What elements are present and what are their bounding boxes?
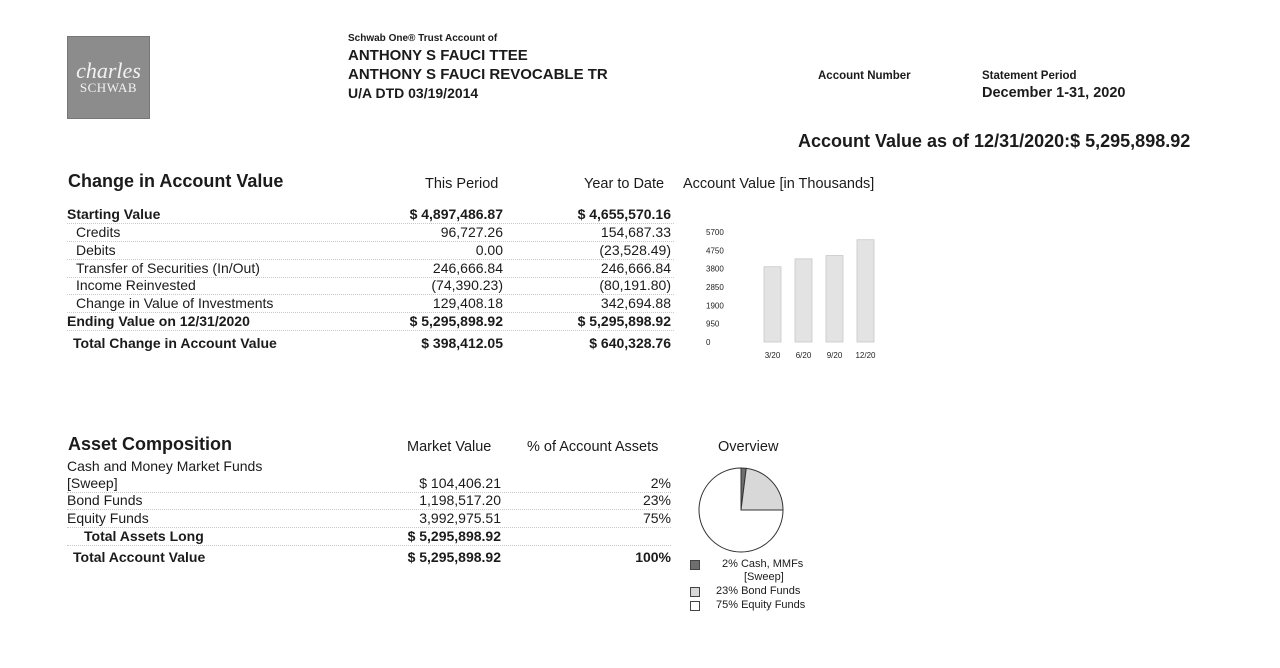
row-income-reinvested	[67, 277, 674, 295]
legend-cash-line1: 2% Cash, MMFs	[722, 558, 804, 570]
row-ytd: (80,191.80)	[599, 277, 671, 293]
row-label: Total Change in Account Value	[73, 335, 277, 351]
col-this-period: This Period	[425, 176, 499, 192]
row-this-period: 0.00	[475, 242, 503, 258]
y-tick-label: 3800	[706, 264, 724, 274]
legend-swatch-cash	[690, 560, 700, 570]
chart-title: Account Value [in Thousands]	[683, 176, 875, 192]
row-transfer-securities	[67, 260, 674, 278]
row-this-period: $ 4,897,486.87	[409, 206, 503, 222]
account-value-bar-chart	[690, 222, 910, 372]
row-market-value: $ 104,406.21	[419, 475, 501, 491]
legend-swatch-equity	[690, 601, 700, 611]
pie-slice	[741, 468, 783, 510]
overview-title: Overview	[718, 439, 779, 455]
owner-line2: ANTHONY S FAUCI REVOCABLE TR	[348, 66, 608, 83]
row-label: Transfer of Securities (In/Out)	[76, 260, 260, 276]
row-ending-value	[67, 313, 674, 331]
row-credits	[67, 224, 674, 242]
row-equity-funds	[67, 510, 671, 528]
row-label: Total Account Value	[73, 549, 206, 565]
row-market-value: 3,992,975.51	[419, 510, 501, 526]
row-pct: 2%	[650, 475, 671, 491]
row-this-period: 246,666.84	[432, 260, 503, 276]
col-market-value: Market Value	[407, 439, 492, 455]
cash-label-line1: Cash and Money Market Funds	[67, 458, 263, 474]
row-total-change	[67, 335, 674, 352]
y-tick-label: 5700	[706, 228, 724, 237]
account-type: Schwab One® Trust Account of	[348, 33, 498, 44]
row-label: [Sweep]	[67, 475, 118, 491]
row-label: Change in Value of Investments	[76, 295, 274, 311]
legend-cash-line2: [Sweep]	[744, 571, 784, 583]
row-this-period: 96,727.26	[440, 224, 503, 240]
y-tick-label: 950	[706, 319, 720, 329]
overview-pie-chart	[695, 464, 791, 554]
row-this-period: $ 5,295,898.92	[409, 313, 503, 329]
row-label: Total Assets Long	[84, 528, 204, 544]
row-label: Starting Value	[67, 206, 161, 222]
row-ytd: 246,666.84	[600, 260, 671, 276]
y-tick-label: 0	[706, 338, 711, 347]
row-pct: 23%	[642, 492, 671, 508]
legend-equity: 75% Equity Funds	[716, 599, 806, 611]
row-this-period: (74,390.23)	[431, 277, 503, 293]
row-this-period: 129,408.18	[432, 295, 503, 311]
legend-bond: 23% Bond Funds	[716, 585, 801, 597]
row-ytd: 154,687.33	[600, 224, 671, 240]
bar-9-20	[826, 256, 843, 342]
row-label: Bond Funds	[67, 492, 143, 508]
row-debits	[67, 242, 674, 260]
row-change-in-value	[67, 295, 674, 313]
change-section-title: Change in Account Value	[68, 171, 284, 191]
row-market-value: $ 5,295,898.92	[407, 549, 501, 565]
y-tick-label: 4750	[706, 246, 724, 256]
col-pct-account-assets: % of Account Assets	[527, 439, 659, 455]
charles-schwab-logo	[67, 36, 150, 119]
row-ytd: (23,528.49)	[599, 242, 671, 258]
y-tick-label: 1900	[706, 301, 724, 311]
row-label: Income Reinvested	[76, 277, 196, 293]
row-bond-funds	[67, 492, 671, 510]
legend-swatch-bond	[690, 587, 700, 597]
row-label: Debits	[76, 242, 116, 258]
row-label: Credits	[76, 224, 121, 240]
row-market-value: 1,198,517.20	[419, 492, 501, 508]
account-value-line: Account Value as of 12/31/2020:$ 5,295,898.92	[798, 131, 1191, 151]
logo-line2: SCHWAB	[79, 79, 138, 95]
x-tick-label: 3/20	[764, 351, 781, 360]
logo-line1: charles	[76, 57, 141, 83]
owner-line3: U/A DTD 03/19/2014	[348, 85, 479, 101]
row-total-account-value	[67, 549, 671, 566]
bar-6-20	[795, 259, 812, 342]
row-ytd: $ 4,655,570.16	[577, 206, 671, 222]
row-label: Ending Value on 12/31/2020	[67, 313, 250, 329]
x-tick-label: 6/20	[795, 351, 812, 360]
row-ytd: 342,694.88	[600, 295, 671, 311]
row-cash	[67, 475, 671, 493]
row-ytd: $ 640,328.76	[589, 335, 671, 351]
row-pct: 75%	[642, 510, 671, 526]
asset-section-title: Asset Composition	[68, 434, 233, 454]
row-starting-value	[67, 206, 674, 224]
owner-line1: ANTHONY S FAUCI TTEE	[348, 47, 528, 64]
row-label: Equity Funds	[67, 510, 149, 526]
x-tick-label: 12/20	[855, 351, 876, 360]
account-number-label: Account Number	[818, 70, 911, 82]
bar-12-20	[857, 240, 874, 342]
row-pct: 100%	[635, 549, 671, 565]
row-total-assets-long	[67, 528, 671, 546]
statement-period-label: Statement Period	[982, 70, 1077, 82]
x-tick-label: 9/20	[826, 351, 843, 360]
row-ytd: $ 5,295,898.92	[577, 313, 671, 329]
bar-3-20	[764, 267, 781, 342]
statement-period: December 1-31, 2020	[982, 85, 1126, 101]
col-year-to-date: Year to Date	[584, 176, 665, 192]
row-this-period: $ 398,412.05	[421, 335, 503, 351]
y-tick-label: 2850	[706, 283, 724, 292]
row-market-value: $ 5,295,898.92	[407, 528, 501, 544]
